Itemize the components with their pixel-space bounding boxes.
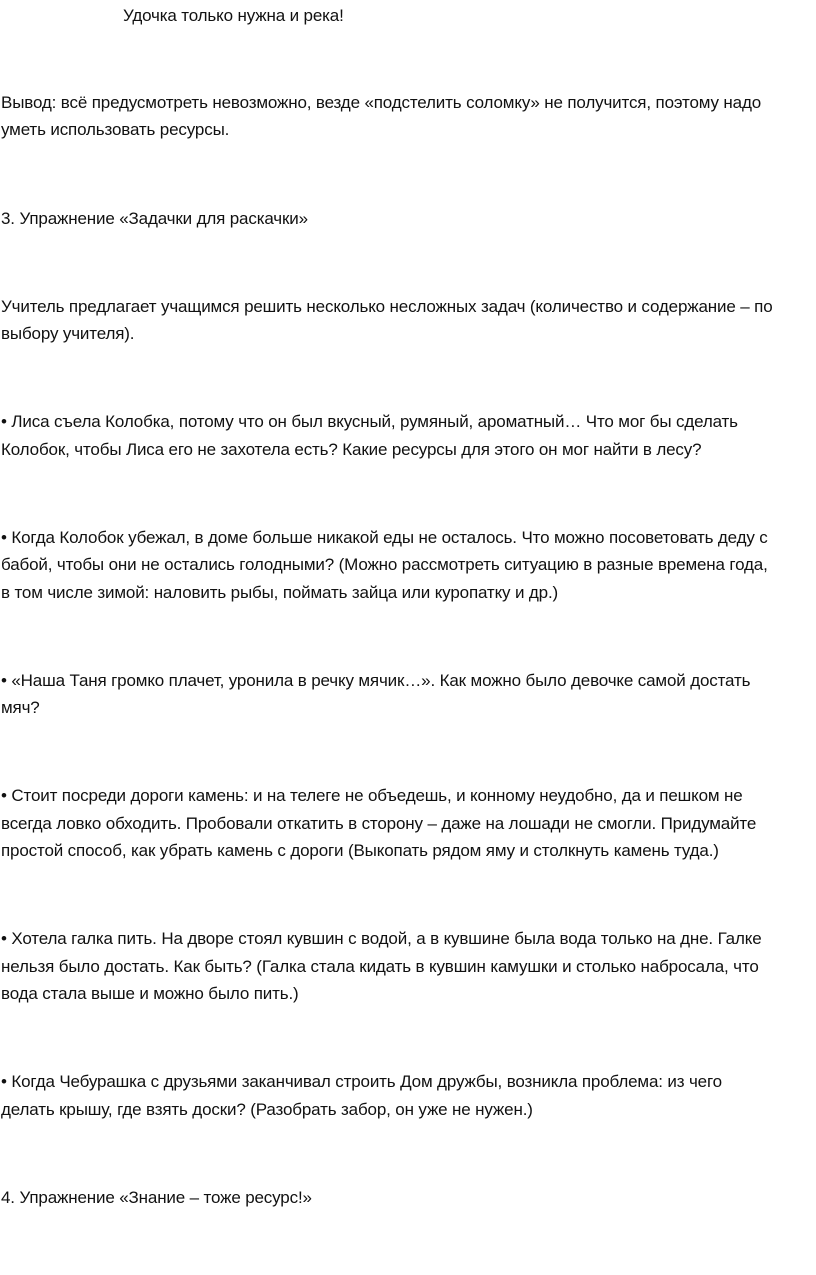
task-stone-road-line-3: простой способ, как убрать камень с дороги (Выкопать рядом яму и столкнуть камень туда.) bbox=[1, 841, 719, 860]
task-stone-road-line-2: всегда ловко обходить. Пробовали откатить в сторону – даже на лошади не смогли. Придумайте bbox=[1, 814, 757, 833]
task-cheburashka-line-1: • Когда Чебурашка с друзьями заканчивал строить Дом дружбы, возникла проблема: из чего bbox=[1, 1072, 722, 1091]
task-tanya-ball-line-2: мяч? bbox=[1, 698, 40, 717]
teacher-instruction-line-2: выбору учителя). bbox=[1, 324, 135, 343]
task-tanya-ball-line-1: • «Наша Таня громко плачет, уронила в речку мячик…». Как можно было девочке самой достать bbox=[1, 671, 751, 690]
task-grandparents-line-3: в том числе зимой: наловить рыбы, поймать зайца или куропатку и др.) bbox=[1, 583, 559, 602]
task-jackdaw-line-1: • Хотела галка пить. На дворе стоял кувшин с водой, а в кувшине была вода только на дне. Галке bbox=[1, 929, 762, 948]
task-jackdaw-line-2: нельзя было достать. Как быть? (Галка стала кидать в кувшин камушки и столько набросала, что bbox=[1, 957, 759, 976]
task-cheburashka-line-2: делать крышу, где взять доски? (Разобрать забор, он уже не нужен.) bbox=[1, 1100, 533, 1119]
task-stone-road-line-1: • Стоит посреди дороги камень: и на телеге не объедешь, и конному неудобно, да и пешком не bbox=[1, 786, 743, 805]
task-grandparents-line-2: бабой, чтобы они не остались голодными? (Можно рассмотреть ситуацию в разные времена года, bbox=[1, 555, 768, 574]
conclusion-line-1: Вывод: всё предусмотреть невозможно, везде «подстелить соломку» не получится, поэтому надо bbox=[1, 93, 762, 112]
poem-closing-line: Удочка только нужна и река! bbox=[123, 6, 344, 25]
task-grandparents-line-1: • Когда Колобок убежал, в доме больше никакой еды не осталось. Что можно посоветовать деду с bbox=[1, 528, 768, 547]
task-kolobok-fox-line-1: • Лиса съела Колобка, потому что он был вкусный, румяный, ароматный… Что мог бы сделать bbox=[1, 412, 738, 431]
teacher-instruction-line-1: Учитель предлагает учащимся решить несколько несложных задач (количество и содержание – по bbox=[1, 297, 773, 316]
task-jackdaw-line-3: вода стала выше и можно было пить.) bbox=[1, 984, 299, 1003]
conclusion-line-2: уметь использовать ресурсы. bbox=[1, 120, 230, 139]
task-kolobok-fox-line-2: Колобок, чтобы Лиса его не захотела есть? Какие ресурсы для этого он мог найти в лесу? bbox=[1, 440, 702, 459]
exercise-4-heading: 4. Упражнение «Знание – тоже ресурс!» bbox=[1, 1188, 312, 1207]
exercise-3-heading: 3. Упражнение «Задачки для раскачки» bbox=[1, 209, 308, 228]
